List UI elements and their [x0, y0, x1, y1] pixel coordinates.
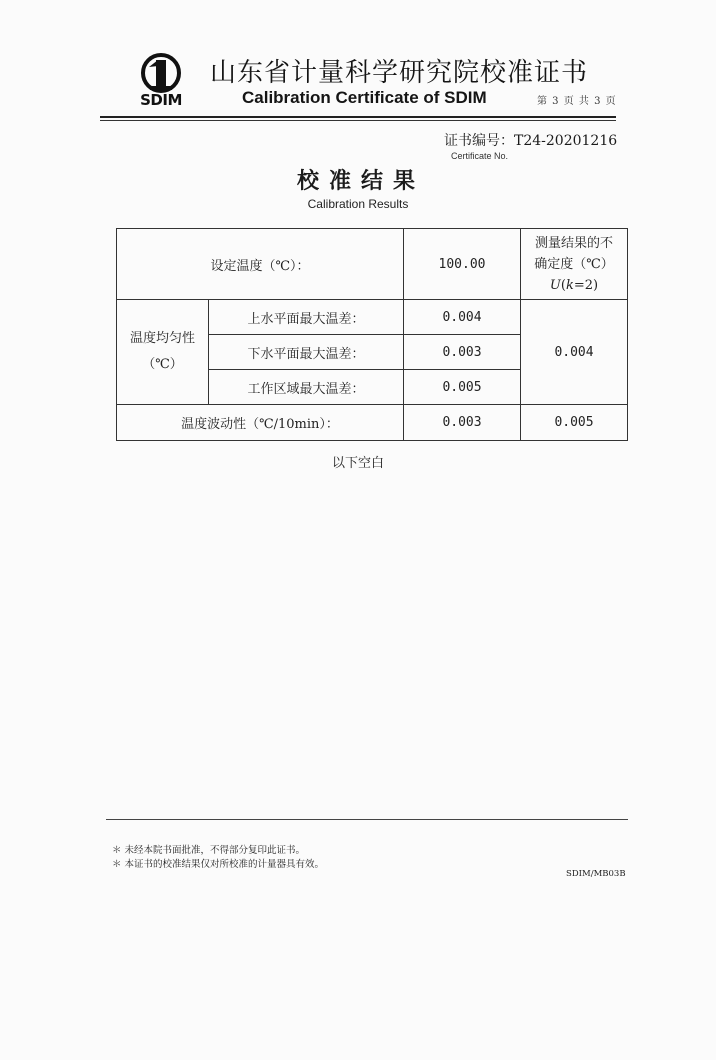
sdim-logo-text: SDIM [140, 91, 182, 109]
uncertainty-header-line1: 测量结果的不 [535, 235, 614, 251]
uncertainty-header [521, 229, 628, 300]
certificate-number-label-en: Certificate No. [451, 151, 509, 161]
uncertainty-header-line2: 确定度（℃） [534, 256, 614, 272]
blank-below-note: 以下空白 [331, 456, 384, 471]
table-row [117, 300, 628, 335]
header-rule-thin [100, 120, 616, 121]
uncertainty-header-formula: U(k=2) [549, 277, 599, 293]
uniformity-lower-label: 下水平面最大温差： [209, 335, 404, 370]
certificate-number [444, 130, 617, 150]
form-code: SDIM/MB03B [566, 869, 626, 879]
coverage-factor-symbol: k [565, 277, 574, 293]
fluctuation-value: 0.003 [404, 405, 521, 441]
uniformity-work-area-value: 0.005 [404, 370, 521, 405]
page-number: 第 3 页 共 3 页 [537, 96, 617, 107]
sdim-logo-icon [136, 53, 186, 95]
institute-title-cn: 山东省计量科学研究院校准证书 [210, 58, 589, 88]
table-row [117, 405, 628, 441]
section-title-cn: 校准结果 [296, 168, 425, 194]
uniformity-lower-value: 0.003 [404, 335, 521, 370]
footer-rule [106, 819, 628, 820]
uniformity-uncertainty-value: 0.004 [521, 300, 628, 405]
sdim-logo [136, 53, 186, 109]
section-title-en: Calibration Results [307, 197, 409, 211]
table-row [117, 229, 628, 300]
uniformity-upper-value: 0.004 [404, 300, 521, 335]
uniformity-upper-label: 上水平面最大温差： [209, 300, 404, 335]
set-temperature-value: 100.00 [404, 229, 521, 300]
calibration-results-table [116, 228, 628, 441]
footnote-validity: ＊ 本证书的校准结果仅对所校准的计量器具有效。 [112, 859, 325, 870]
uniformity-work-area-label: 工作区域最大温差： [209, 370, 404, 405]
certificate-number-value: T24-20201216 [514, 133, 618, 149]
uncertainty-symbol: U [549, 277, 561, 293]
set-temperature-label: 设定温度（℃）： [117, 229, 404, 300]
footnote-copy-restriction: ＊ 未经本院书面批准，不得部分复印此证书。 [112, 845, 306, 856]
fluctuation-uncertainty-value: 0.005 [521, 405, 628, 441]
coverage-factor-value: =2 [573, 277, 594, 293]
fluctuation-label: 温度波动性（℃/10min）： [117, 405, 404, 441]
institute-title-en: Calibration Certificate of SDIM [242, 88, 487, 107]
uniformity-label [117, 300, 209, 405]
certificate-number-label: 证书编号： [444, 133, 514, 149]
uniformity-label-line2: （℃） [142, 357, 183, 372]
header-rule-thick [100, 116, 616, 118]
uniformity-label-line1: 温度均匀性 [129, 331, 195, 346]
